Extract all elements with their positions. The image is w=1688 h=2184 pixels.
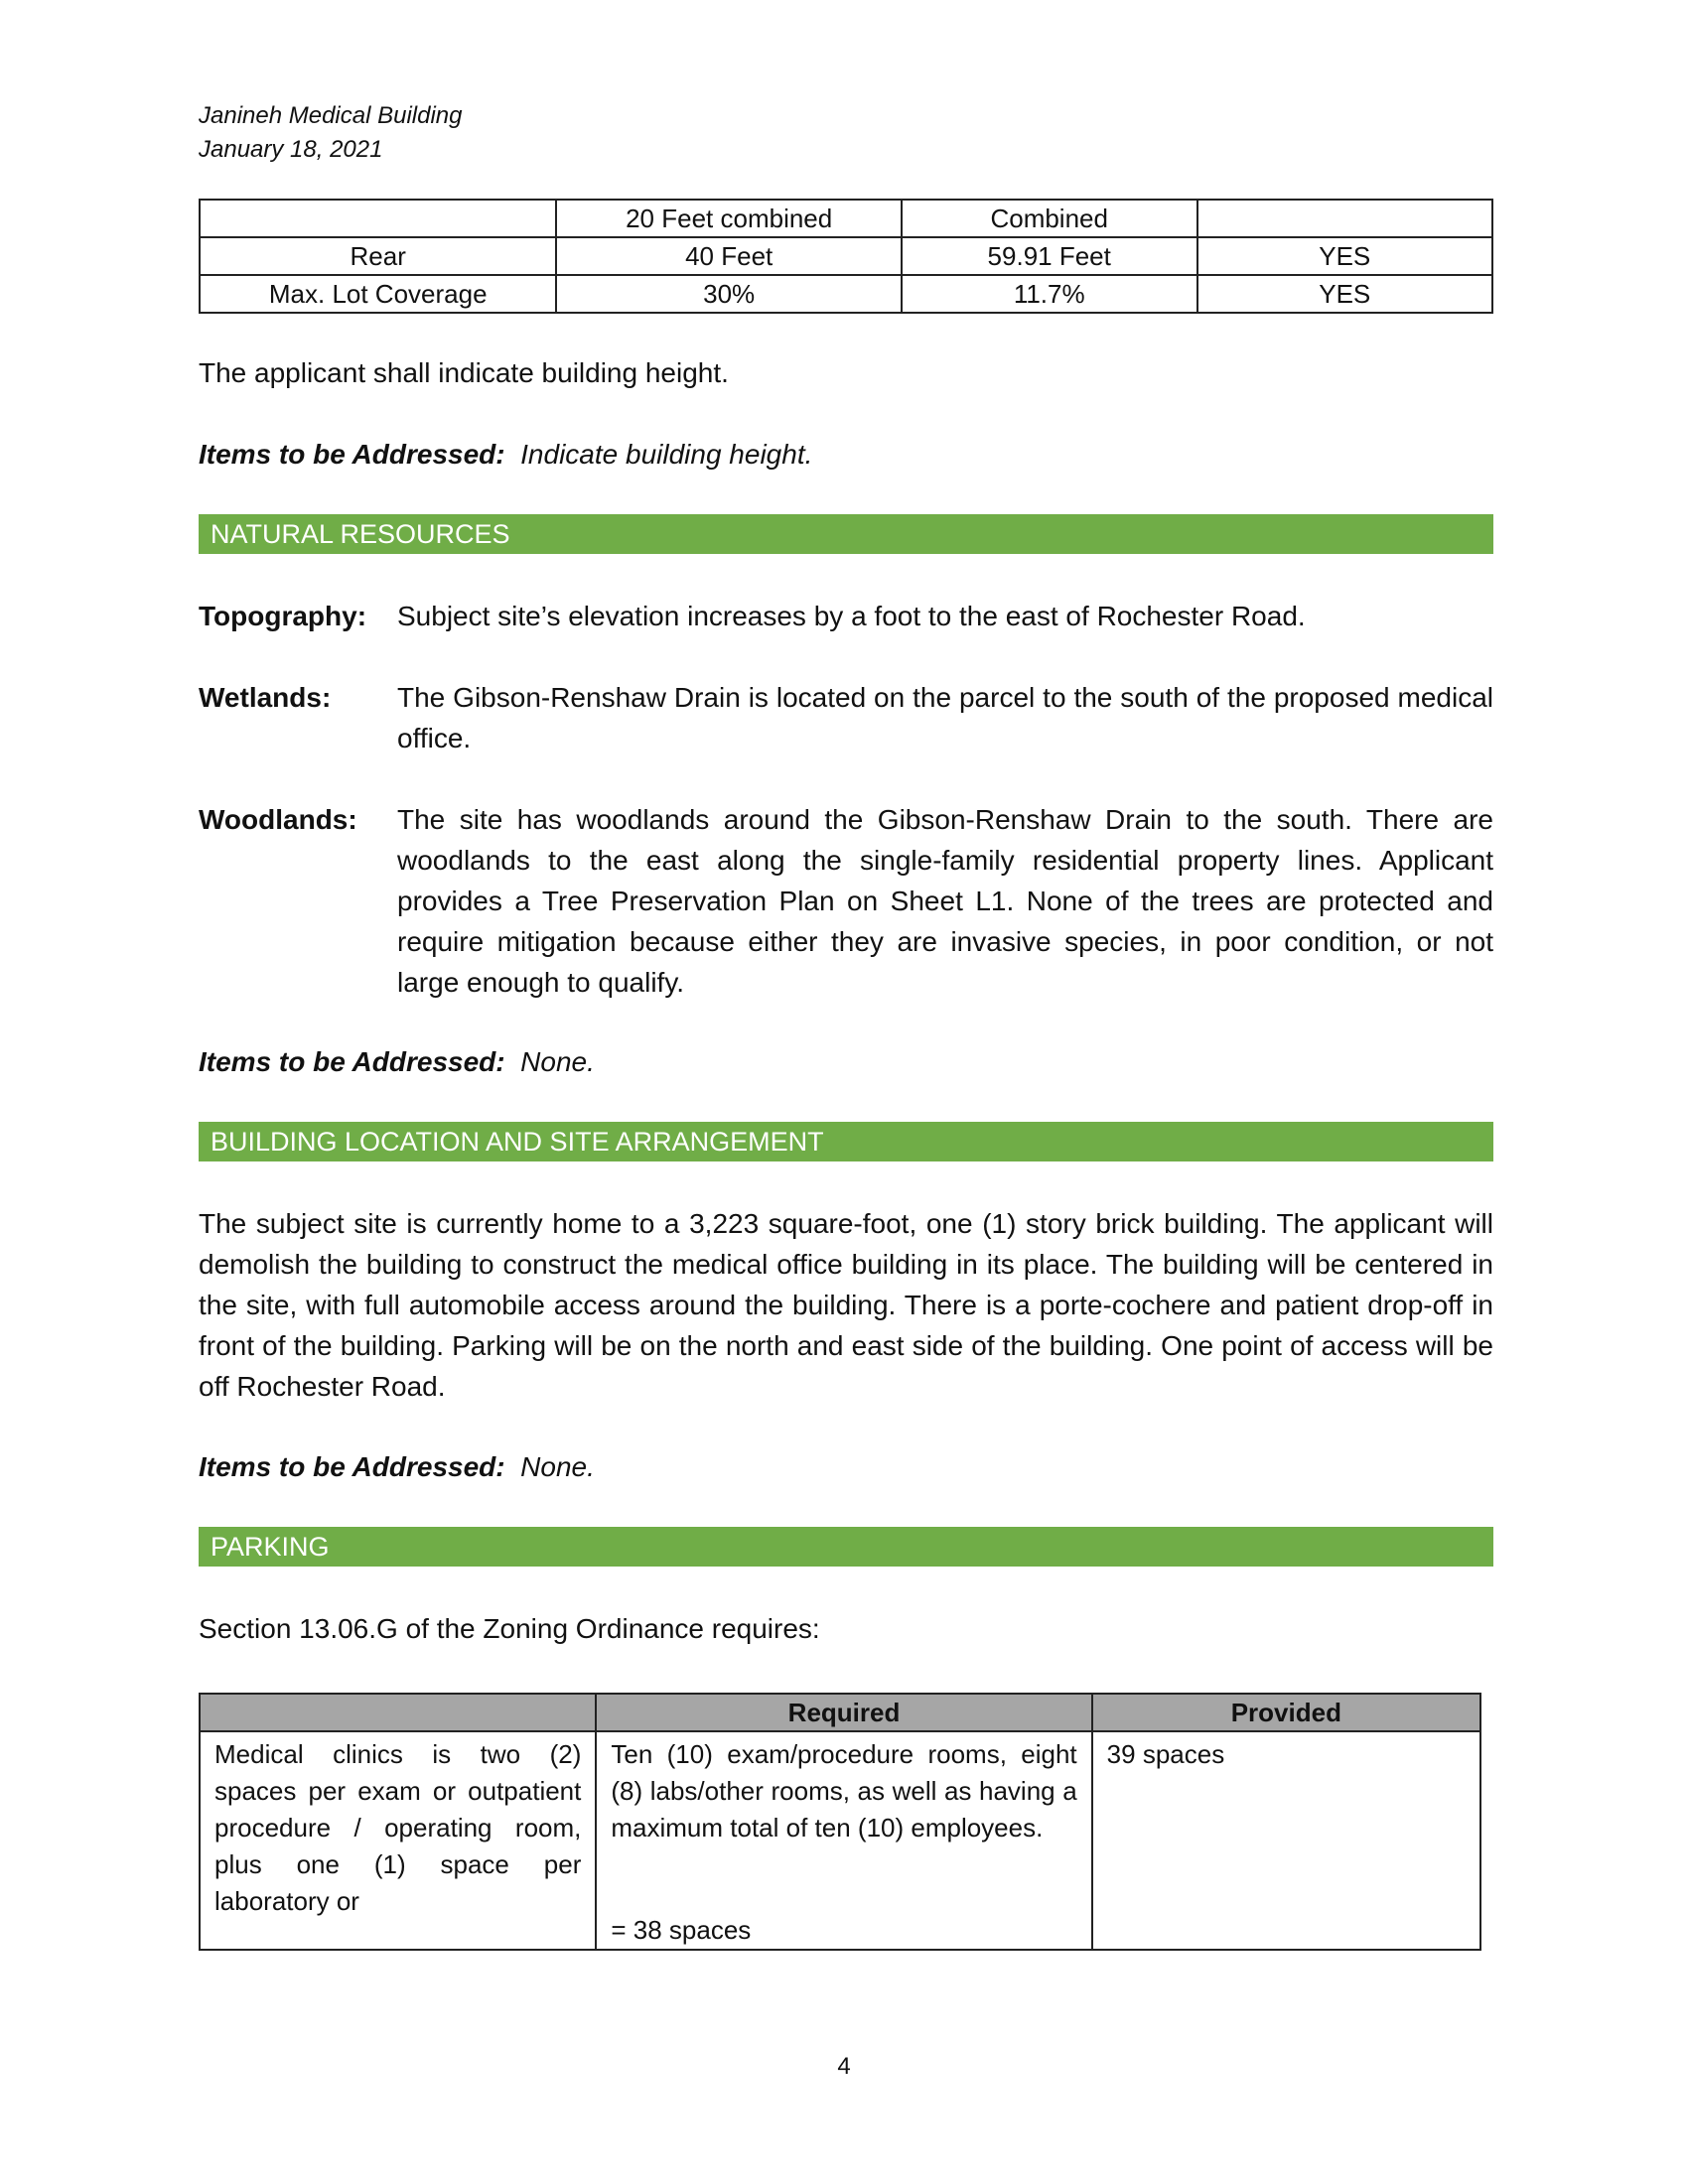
topography-text: Subject site’s elevation increases by a foot to the east of Rochester Road. bbox=[397, 601, 1306, 631]
table-cell: Combined bbox=[902, 200, 1197, 237]
items-text: None. bbox=[520, 1451, 595, 1482]
parking-required-result: = 38 spaces bbox=[611, 1915, 752, 1945]
building-location-text: The subject site is currently home to a 3,223 square-foot, one (1) story brick building. The applicant will demolish the building to construct the medical office building in its place. The building will be centered in the site, with full automobile access around the building. There is a porte-cochere and patient drop-off in front of the building. Parking will be on the north and east side of the building. One point of access will be off Rochester Road. bbox=[199, 1208, 1493, 1402]
topography-label: Topography: bbox=[199, 601, 367, 631]
section-heading-parking: PARKING bbox=[199, 1527, 1493, 1567]
table-header-cell: Required bbox=[596, 1694, 1091, 1731]
table-header-cell: Provided bbox=[1092, 1694, 1480, 1731]
table-cell: Rear bbox=[200, 237, 556, 275]
items-to-address-building bbox=[199, 1446, 1493, 1487]
header-project-name: Janineh Medical Building bbox=[199, 102, 463, 129]
table-row bbox=[200, 1731, 1480, 1950]
items-label: Items to be Addressed: bbox=[199, 439, 505, 470]
height-note: The applicant shall indicate building height. bbox=[199, 357, 729, 388]
document-header bbox=[199, 99, 463, 167]
table-cell: YES bbox=[1197, 275, 1492, 313]
parking-standard-cell: Medical clinics is two (2) spaces per exam or outpatient procedure / operating room, plus one (1) space per laboratory or bbox=[200, 1731, 596, 1950]
parking-required-text: Ten (10) exam/procedure rooms, eight (8) labs/other rooms, as well as having a maximum total of ten (10) employees. bbox=[611, 1739, 1077, 1843]
header-date: January 18, 2021 bbox=[199, 136, 383, 163]
table-cell bbox=[1197, 200, 1492, 237]
parking-provided-cell: 39 spaces bbox=[1092, 1731, 1480, 1950]
setback-table bbox=[199, 199, 1493, 314]
table-row bbox=[200, 275, 1492, 313]
parking-intro: Section 13.06.G of the Zoning Ordinance requires: bbox=[199, 1613, 820, 1644]
items-label: Items to be Addressed: bbox=[199, 1451, 505, 1482]
table-cell: 59.91 Feet bbox=[902, 237, 1197, 275]
parking-required-cell bbox=[596, 1731, 1091, 1950]
table-cell: YES bbox=[1197, 237, 1492, 275]
table-row bbox=[200, 237, 1492, 275]
parking-table bbox=[199, 1693, 1481, 1951]
table-header-cell bbox=[200, 1694, 596, 1731]
section-heading-natural-resources: NATURAL RESOURCES bbox=[199, 514, 1493, 554]
table-cell: 30% bbox=[556, 275, 901, 313]
section-heading-building-location: BUILDING LOCATION AND SITE ARRANGEMENT bbox=[199, 1122, 1493, 1161]
wetlands-label: Wetlands: bbox=[199, 682, 332, 713]
table-cell: 11.7% bbox=[902, 275, 1197, 313]
items-label: Items to be Addressed: bbox=[199, 1046, 505, 1077]
items-text: None. bbox=[520, 1046, 595, 1077]
table-cell: 20 Feet combined bbox=[556, 200, 901, 237]
items-to-address-natural bbox=[199, 1041, 1493, 1082]
items-to-address-height bbox=[199, 434, 1493, 475]
woodlands-label: Woodlands: bbox=[199, 804, 357, 835]
table-row bbox=[200, 200, 1492, 237]
table-cell: Max. Lot Coverage bbox=[200, 275, 556, 313]
items-text: Indicate building height. bbox=[520, 439, 813, 470]
woodlands-text: The site has woodlands around the Gibson-Renshaw Drain to the south. There are woodlands to the east along the single-family residential property lines. Applicant provides a Tree Preservation Plan on Sheet L1. None of the trees are protected and require mitigation because either they are invasive species, in poor condition, or not large enough to qualify. bbox=[397, 804, 1493, 998]
table-cell bbox=[200, 200, 556, 237]
table-header-row bbox=[200, 1694, 1480, 1731]
wetlands-text: The Gibson-Renshaw Drain is located on the parcel to the south of the proposed medical office. bbox=[397, 682, 1493, 753]
page-number: 4 bbox=[837, 2053, 851, 2080]
table-cell: 40 Feet bbox=[556, 237, 901, 275]
